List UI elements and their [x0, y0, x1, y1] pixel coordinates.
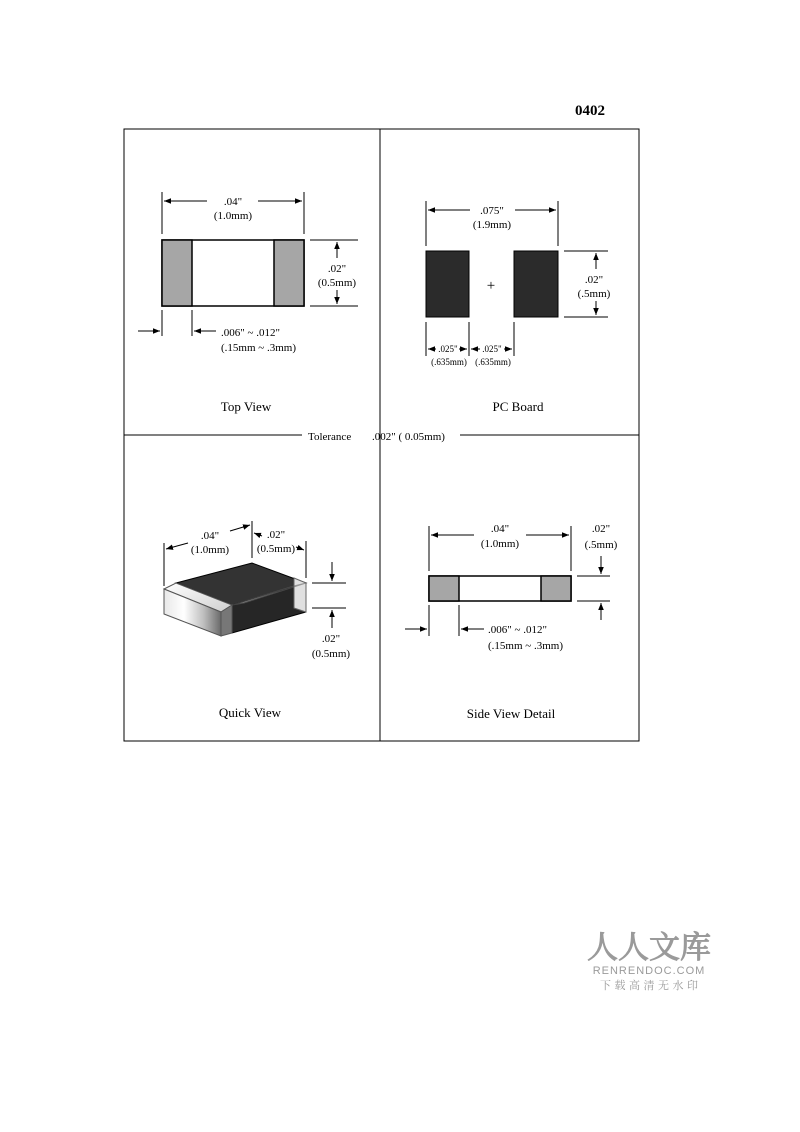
pcb-pad-mm: (.635mm) — [431, 357, 467, 367]
quick-view-caption: Quick View — [218, 705, 282, 720]
qv-height-in: .02" — [321, 633, 341, 645]
side-view-panel — [405, 523, 618, 721]
sv-length-in: .04" — [490, 523, 510, 535]
pad-left — [426, 251, 469, 317]
pc-board-panel — [426, 201, 611, 414]
side-terminal-right — [541, 576, 571, 601]
terminal-left — [162, 240, 192, 306]
side-view-chip — [429, 576, 571, 601]
top-band-mm: (.15mm ~ .3mm) — [221, 342, 297, 354]
center-mark: + — [486, 278, 496, 294]
side-terminal-left — [429, 576, 459, 601]
terminal-right — [274, 240, 304, 306]
pcb-gap-mm: (.635mm) — [475, 357, 511, 367]
watermark-logo — [587, 930, 711, 992]
pcb-span-mm: (1.9mm) — [472, 219, 512, 231]
sv-height-mm: (.5mm) — [584, 539, 618, 551]
qv-length-mm: (1.0mm) — [190, 544, 230, 556]
pcb-height-in: .02" — [584, 274, 604, 286]
top-view-caption: Top View — [220, 399, 272, 414]
pcb-span-in: .075" — [480, 205, 504, 217]
tolerance-label: Tolerance — [308, 431, 352, 443]
pcb-pad-in: .025" — [438, 344, 458, 354]
watermark-tagline: 下 载 高 清 无 水 印 — [600, 979, 698, 992]
quick-view-panel — [164, 521, 350, 720]
part-code: 0402 — [575, 103, 605, 119]
watermark-url: RENRENDOC.COM — [592, 965, 706, 977]
top-height-mm: (0.5mm) — [317, 277, 357, 289]
chip-3d-illustration — [164, 563, 306, 636]
sv-length-mm: (1.0mm) — [480, 538, 520, 550]
tolerance-value: .002" ( 0.05mm) — [372, 431, 445, 443]
top-height-in: .02" — [327, 263, 347, 275]
pcb-height-mm: (.5mm) — [577, 288, 611, 300]
watermark-brand: 人人文库 — [587, 930, 711, 966]
pc-board-caption: PC Board — [492, 399, 544, 414]
qv-width-mm: (0.5mm) — [256, 543, 296, 555]
sv-height-in: .02" — [591, 523, 611, 535]
side-view-caption: Side View Detail — [466, 706, 556, 721]
top-width-mm: (1.0mm) — [213, 210, 253, 222]
qv-height-mm: (0.5mm) — [311, 648, 351, 660]
sv-band-mm: (.15mm ~ .3mm) — [488, 640, 564, 652]
pad-right — [514, 251, 558, 317]
sv-band-in: .006" ~ .012" — [488, 624, 547, 636]
pcb-gap-in: .025" — [482, 344, 502, 354]
top-view-panel — [138, 192, 358, 414]
qv-width-in: .02" — [266, 529, 286, 541]
qv-length-in: .04" — [200, 530, 220, 542]
top-band-in: .006" ~ .012" — [221, 327, 280, 339]
top-width-in: .04" — [223, 196, 243, 208]
top-view-chip — [162, 240, 304, 306]
tolerance-note — [308, 431, 445, 443]
